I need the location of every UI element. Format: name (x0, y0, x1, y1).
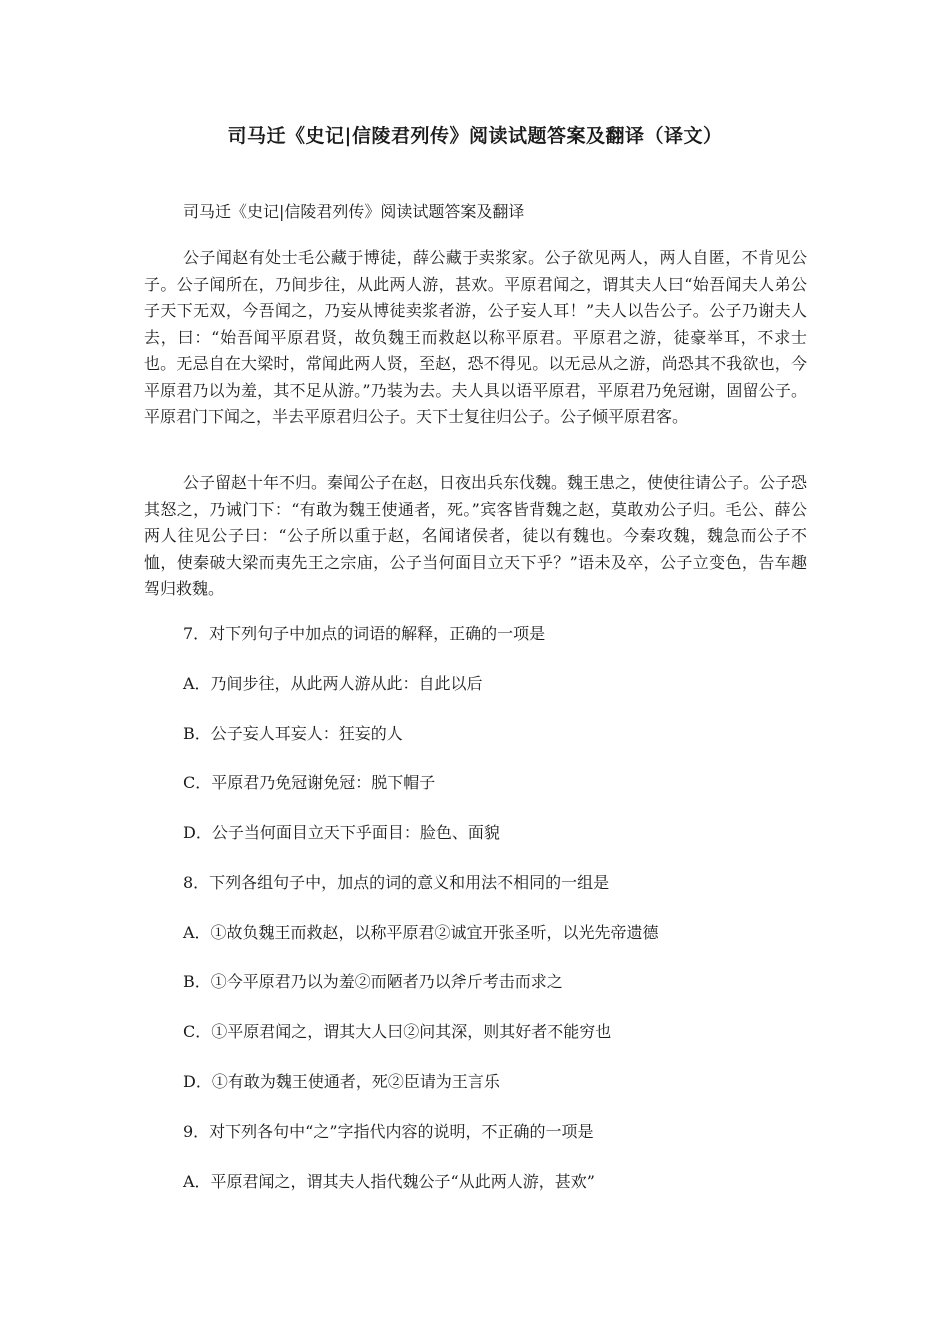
question-7-option-a: A．乃间步往，从此两人游从此：自此以后 (183, 674, 483, 693)
question-7-option-d: D．公子当何面目立天下乎面目：脸色、面貌 (183, 823, 500, 842)
question-7-stem: 7．对下列句子中加点的词语的解释，正确的一项是 (183, 624, 546, 643)
question-7-option-b: B．公子妄人耳妄人：狂妄的人 (183, 724, 403, 743)
question-8-option-a: A．①故负魏王而救赵，以称平原君②诚宜开张圣听，以光先帝遗德 (183, 923, 659, 942)
question-8-option-b: B．①今平原君乃以为羞②而陋者乃以斧斤考击而求之 (183, 972, 563, 991)
question-8-option-c: C．①平原君闻之，谓其大人曰②问其深，则其好者不能穷也 (183, 1022, 612, 1041)
question-7-option-c: C．平原君乃免冠谢免冠：脱下帽子 (183, 773, 436, 792)
document-title: 司马迁《史记|信陵君列传》阅读试题答案及翻译（译文） (227, 125, 723, 147)
question-8-stem: 8．下列各组句子中，加点的词的意义和用法不相同的一组是 (183, 873, 610, 892)
passage-paragraph-1: 公子闻赵有处士毛公藏于博徒，薛公藏于卖浆家。公子欲见两人，两人自匿，不肯见公子。公子闻所在，乃间步往，从此两人游，甚欢。平原君闻之，谓其夫人曰“始吾闻夫人弟公子天下无双，今吾闻之，乃妄从博徒卖浆者游，公子妄人耳！”夫人以告公子。公子乃谢夫人去，曰：“始吾闻平原君贤，故负魏王而救赵以称平原君。平原君之游，徒豪举耳，不求士也。无忌自在大梁时，常闻此两人贤，至赵，恐不得见。以无忌从之游，尚恐其不我欲也，今平原君乃以为羞，其不足从游。”乃装为去。夫人具以语平原君，平原君乃免冠谢，固留公子。平原君门下闻之，半去平原君归公子。天下士复往归公子。公子倾平原君客。 (144, 248, 807, 426)
question-8-option-d: D．①有敢为魏王使通者，死②臣请为王言乐 (183, 1072, 500, 1091)
question-9-option-a: A．平原君闻之，谓其夫人指代魏公子“从此两人游，甚欢” (183, 1172, 595, 1191)
question-9-stem: 9．对下列各句中“之”字指代内容的说明，不正确的一项是 (183, 1122, 594, 1141)
passage-paragraph-2: 公子留赵十年不归。秦闻公子在赵，日夜出兵东伐魏。魏王患之，使使往请公子。公子恐其怒之，乃诫门下：“有敢为魏王使通者，死。”宾客皆背魏之赵，莫敢劝公子归。毛公、薛公两人往见公子曰：“公子所以重于赵，名闻诸侯者，徒以有魏也。今秦攻魏，魏急而公子不恤，使秦破大梁而夷先王之宗庙，公子当何面目立天下乎？”语未及卒，公子立变色，告车趣驾归救魏。 (144, 473, 808, 598)
document-subtitle: 司马迁《史记|信陵君列传》阅读试题答案及翻译 (183, 202, 525, 221)
